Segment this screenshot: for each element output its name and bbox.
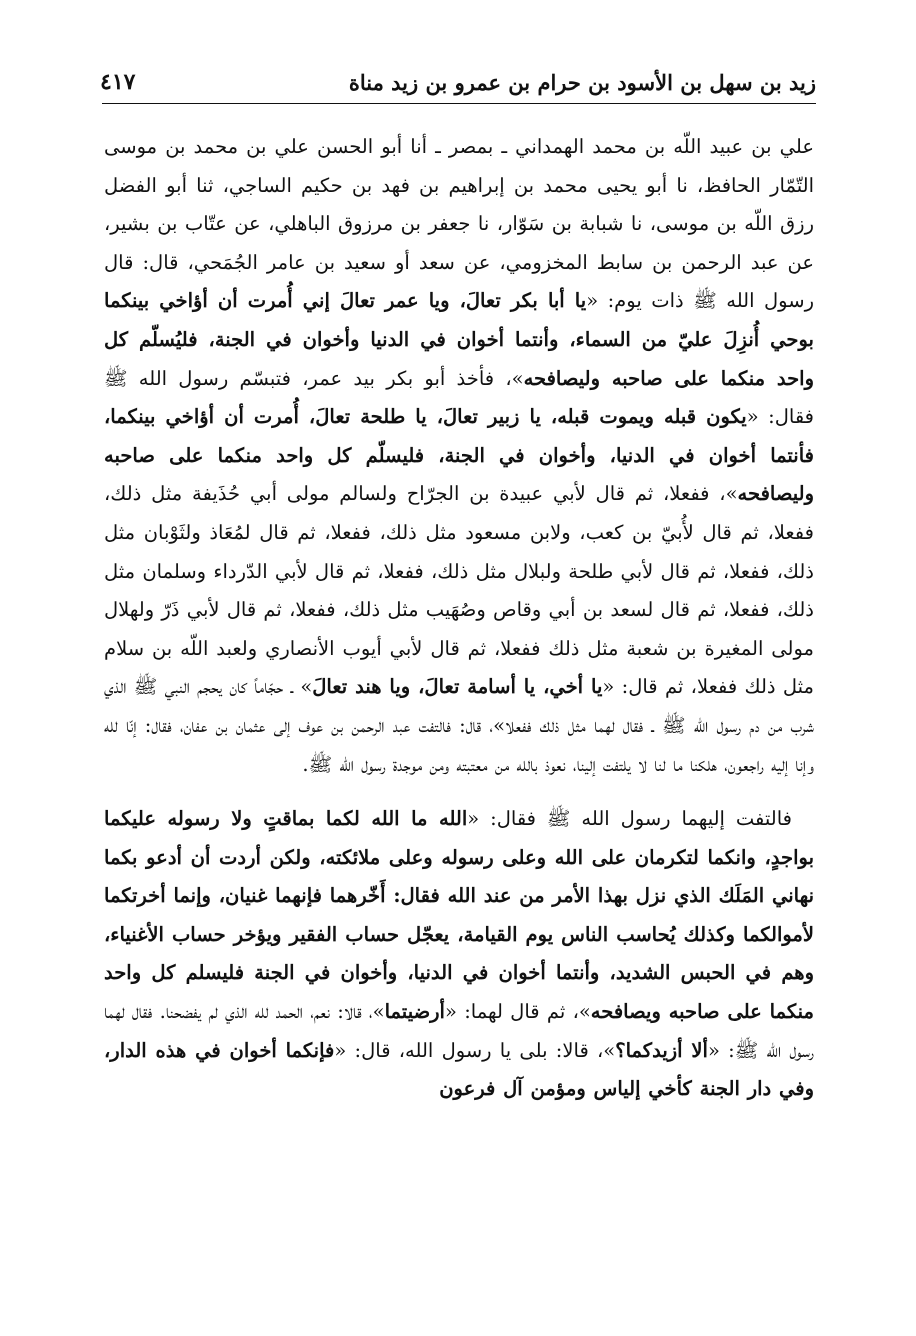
page-number: ٤١٧ xyxy=(100,69,136,95)
text-segment: »، قالا: بلى يا رسول الله، قال: « xyxy=(334,1038,616,1062)
text-segment: »، ثم قال لهما: « xyxy=(444,1000,591,1024)
running-header xyxy=(100,62,816,102)
paragraph xyxy=(104,800,814,1109)
text-segment: »، قالا: نعم، الحمد لله الذي لم يفضحنا. فقال لهما رسول الله ﷺ: « xyxy=(104,1000,814,1062)
hadith-quote: الله ما الله لكما بماقتٍ ولا رسوله عليكما بواجدٍ، وانكما لتكرمان على الله وعلى رسوله وعلى ملائكته، ولكن أردت أن أدعو بكما نهاني المَلَك الذي نزل بهذا الأمر من عند الله فقال: أَخّرهما فإنهما غنيان، وإنما أخرتكما لأموالكما وكذلك يُحاسب الناس يوم القيامة، يعجّل حساب الفقير ويؤخر حساب الأغنياء، وهم في الحبس الشديد، وأنتما أخوان في الدنيا، وأخوان في الجنة فليسلم كل واحد منكما على صاحبه ويصافحه xyxy=(104,807,815,1024)
hadith-quote: فإنكما أخوان في هذه الدار، وفي دار الجنة كأخي إلياس ومؤمن آل فرعون xyxy=(104,1038,814,1101)
hadith-quote: يا أبا بكر تعالَ، ويا عمر تعالَ إني أُمرت أن أؤاخي بينكما بوحي أُنزِلَ عليّ من السماء، وأنتما أخوان في الدنيا وأخوان في الجنة، فليُسلّم كل واحد منكما على صاحبه وليصافحه xyxy=(104,289,814,390)
paragraph xyxy=(104,128,814,784)
header-divider xyxy=(102,103,816,104)
hadith-quote: ألا أزيدكما؟ xyxy=(615,1038,708,1062)
running-header-title: زيد بن سهل بن الأسود بن حرام بن عمرو بن زيد مناة xyxy=(348,69,816,95)
text-segment: علي بن عبيد اللّه بن محمد الهمداني ـ بمصر ـ أنا أبو الحسن علي بن محمد بن موسى التّمّار الحافظ، نا أبو يحيى محمد بن إبراهيم بن فهد بن حكيم الساجي، ثنا أبو الفضل رزق اللّه بن موسى، نا شبابة بن سَوّار، نا جعفر بن مرزوق الباهلي، عن عتّاب بن بشير، عن عبد الرحمن بن سابط المخزومي، عن سعد أو سعيد بن عامر الجُمَحي، قال: قال رسول الله ﷺ ذات يوم: « xyxy=(104,135,814,313)
text-segment: » ـ حجّاماً كان يحجم النبي ﷺ الذي شرب من دم رسول الله ﷺ ـ فقال لهما مثل ذلك ففعلا»، قال: فالتفت عبد الرحمن بن عوف إلى عثمان بن عفان، فقال: إنّا لله وإنا إليه راجعون، هلكنا ما لنا لا يلتفت إلينا، نعوذ بالله من معتبته ومن موجدة رسول الله ﷺ. xyxy=(104,675,814,776)
hadith-quote: أرضيتما xyxy=(384,1000,445,1024)
text-segment: »، فأخذ أبو بكر بيد عمر، فتبسّم رسول الله ﷺ فقال: « xyxy=(104,366,815,429)
text-segment: »، ففعلا، ثم قال لأبي عبيدة بن الجرّاح ولسالم مولى أبي حُذَيفة مثل ذلك، ففعلا، ثم قال لأُبيّ بن كعب، ولابن مسعود مثل ذلك، ففعلا، ثم قال لمُعَاذ ولثَوْبان مثل ذلك، ففعلا، ثم قال لأبي طلحة ولبلال مثل ذلك، ففعلا، ثم قال لأبي الدّرداء وسلمان مثل ذلك، ففعلا، ثم قال لسعد بن أبي وقاص وصُهَيب مثل ذلك، ففعلا، ثم قال لأبي ذَرّ ولهلال مولى المغيرة بن شعبة مثل ذلك ففعلا، ثم قال لأبي أيوب الأنصاري ولعبد اللّه بن سلام مثل ذلك ففعلا، ثم قال: « xyxy=(104,482,814,699)
body-text xyxy=(104,128,814,1109)
hadith-quote: يا أخي، يا أسامة تعالَ، ويا هند تعالَ xyxy=(312,675,603,699)
hadith-quote: يكون قبله ويموت قبله، يا زبير تعالَ، يا طلحة تعالَ، أُمرت أن أؤاخي بينكما، فأنتما أخوان في الدنيا، وأخوان في الجنة، فليسلّم كل واحد منكما على صاحبه وليصافحه xyxy=(104,405,814,506)
text-segment: فالتفت إليهما رسول الله ﷺ فقال: « xyxy=(467,807,792,831)
